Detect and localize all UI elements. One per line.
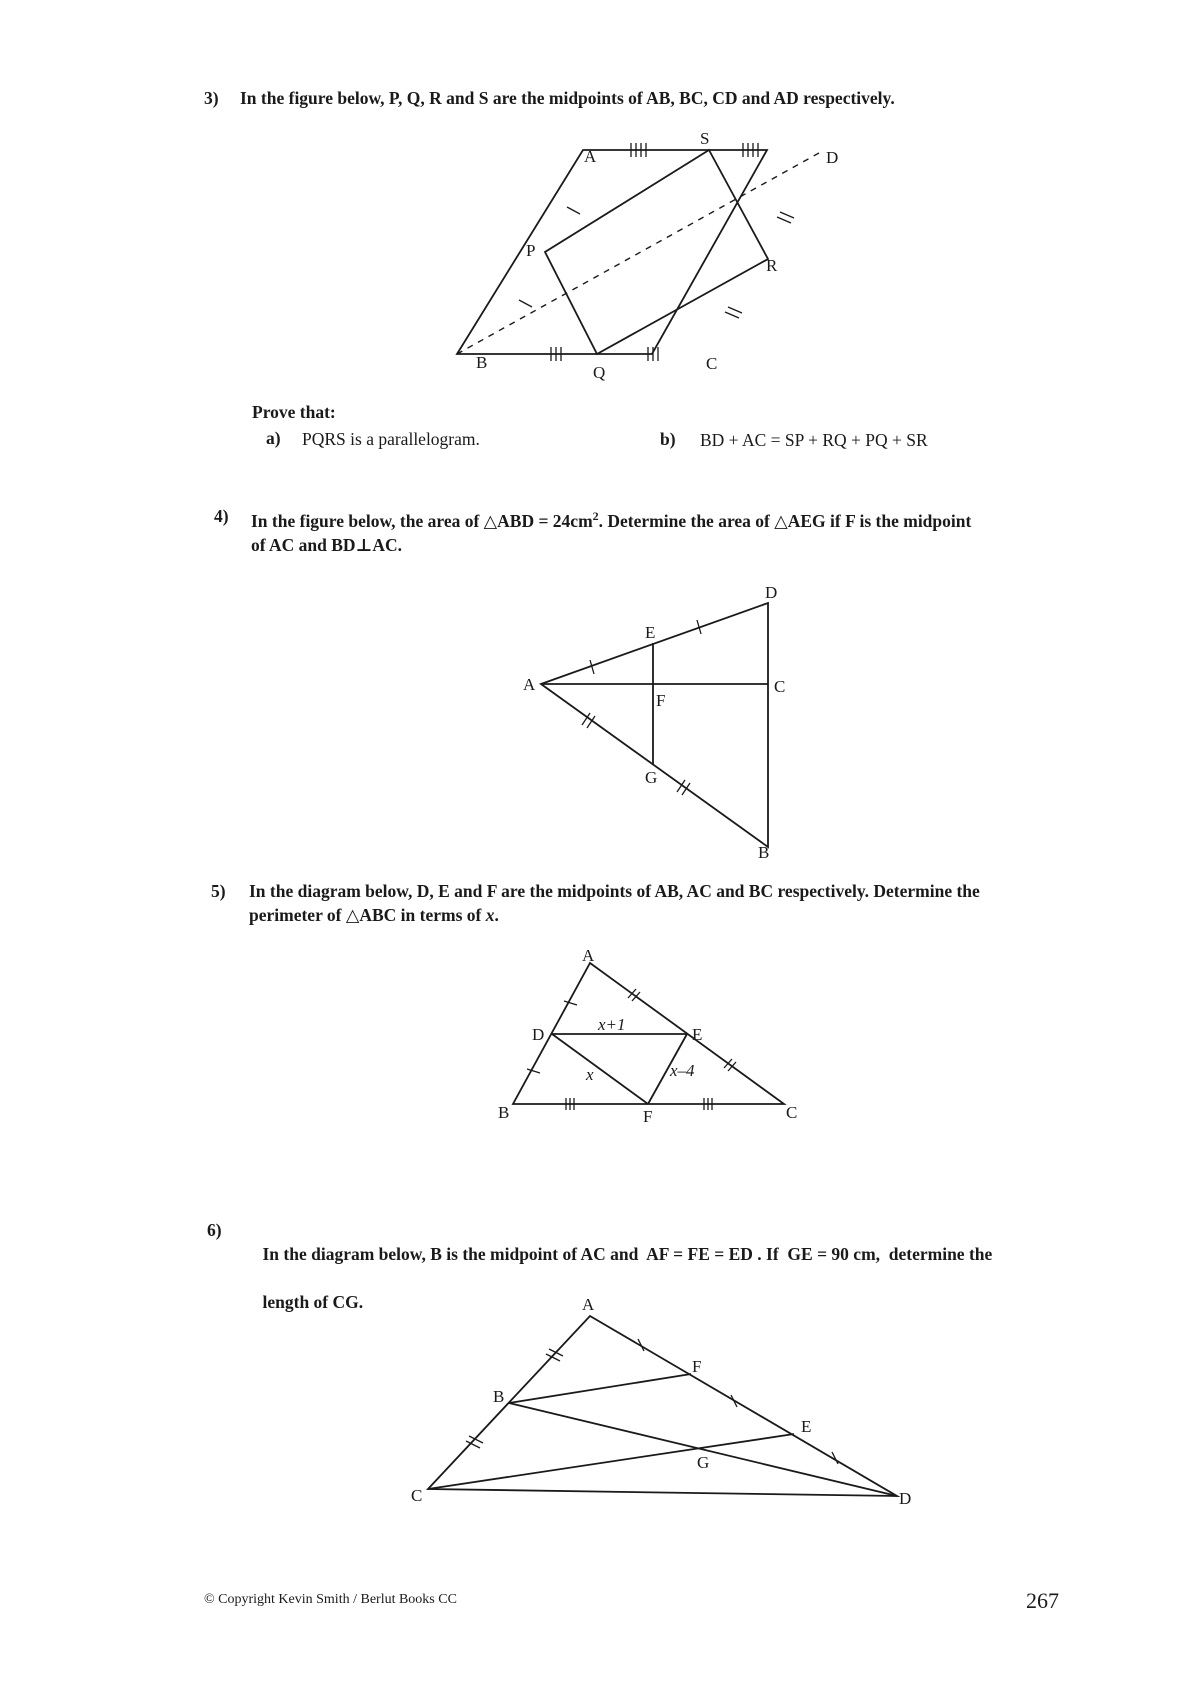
q3-label-c: C [706,354,718,373]
q5-side-df: x [586,1065,594,1084]
segment-bf [509,1374,691,1403]
q4-label-a: A [523,675,536,694]
q6-label-c: C [411,1486,423,1505]
q5-label-e: E [692,1025,703,1044]
triangle-abd-shape [541,603,768,847]
q4-tick-marks [582,620,701,795]
q3-label-p: P [526,241,536,260]
q5-label-f: F [643,1107,653,1126]
q4-label-g: G [645,768,658,787]
q3-label-d: D [826,148,839,167]
question-5-text-line1: In the diagram below, D, E and F are the midpoints of AB, AC and BC respectively. Determine the [249,881,980,901]
q6-tick-marks [466,1339,838,1464]
question-4-text-1: In the figure below, the area of [251,510,480,531]
part-a-text: PQRS is a parallelogram. [302,429,480,449]
question-5-text-2a: perimeter of [249,905,342,925]
question-5-text-2b: in terms of [400,905,482,925]
q5-label-d: D [532,1025,545,1044]
triangle-aeg: △AEG [774,510,826,531]
q3-label-a: A [584,147,597,166]
q4-label-d: D [765,583,778,602]
question-3-text: In the figure below, P, Q, R and S are the midpoints of AB, BC, CD and AD respectively. [240,88,895,108]
parallelogram-abcd [457,150,767,354]
q3-label-r: R [766,256,778,275]
q5-side-de: x+1 [598,1015,626,1034]
part-b-label: b) [660,429,676,449]
q6-label-a: A [582,1295,595,1314]
question-5-period: . [494,905,499,925]
question-4-text-line2: of AC and BD⊥AC. [251,534,402,555]
q5-label-b: B [498,1103,510,1122]
part-a-label: a) [266,428,281,448]
copyright-footer: © Copyright Kevin Smith / Berlut Books CC [204,1592,457,1607]
question-6-text-line1: In the diagram below, B is the midpoint of AC and AF = FE = ED . If GE = 90 cm, determine the [262,1244,993,1264]
diagonal-bd [457,153,819,354]
q4-label-e: E [645,623,656,642]
segment-bd [509,1403,897,1496]
part-b-text: BD + AC = SP + RQ + PQ + SR [700,430,928,450]
segment-ef [648,1034,687,1104]
q5-label-c: C [786,1103,798,1122]
tick-marks [519,143,794,361]
question-5-number: 5) [211,881,226,901]
q3-label-s: S [700,129,710,148]
q3-label-q: Q [593,363,606,382]
triangle-abc: △ABC [345,905,397,925]
triangle-acd-shape [428,1316,897,1496]
triangle-abc-shape [513,963,784,1104]
segment-df [552,1034,648,1104]
question-4-text-2: . Determine the area of [598,510,770,531]
page-number: 267 [1026,1588,1059,1613]
q5-label-a: A [582,946,595,965]
q5-tick-marks [527,989,736,1110]
question-6-number: 6) [207,1220,222,1240]
q6-label-f: F [692,1357,702,1376]
q6-label-g: G [697,1453,710,1472]
triangle-abd: △ABD = 24cm [483,510,593,531]
q5-side-ef: x–4 [670,1061,695,1080]
question-4-text-3: if F is the midpoint [830,510,972,531]
question-6-text-line2: length of CG. [262,1292,364,1312]
question-4-number: 4) [214,506,229,526]
variable-x: x [485,905,495,925]
quadrilateral-pqrs [545,150,768,354]
q6-label-d: D [899,1489,912,1508]
q6-label-b: B [493,1387,505,1406]
segment-ce [428,1434,794,1489]
prove-heading: Prove that: [252,402,336,422]
question-3-number: 3) [204,88,219,108]
q6-label-e: E [801,1417,812,1436]
squared-sup: 2 [592,509,599,523]
q4-label-c: C [774,677,786,696]
q4-label-b: B [758,843,770,862]
q3-label-b: B [476,353,488,372]
q4-label-f: F [656,691,666,710]
